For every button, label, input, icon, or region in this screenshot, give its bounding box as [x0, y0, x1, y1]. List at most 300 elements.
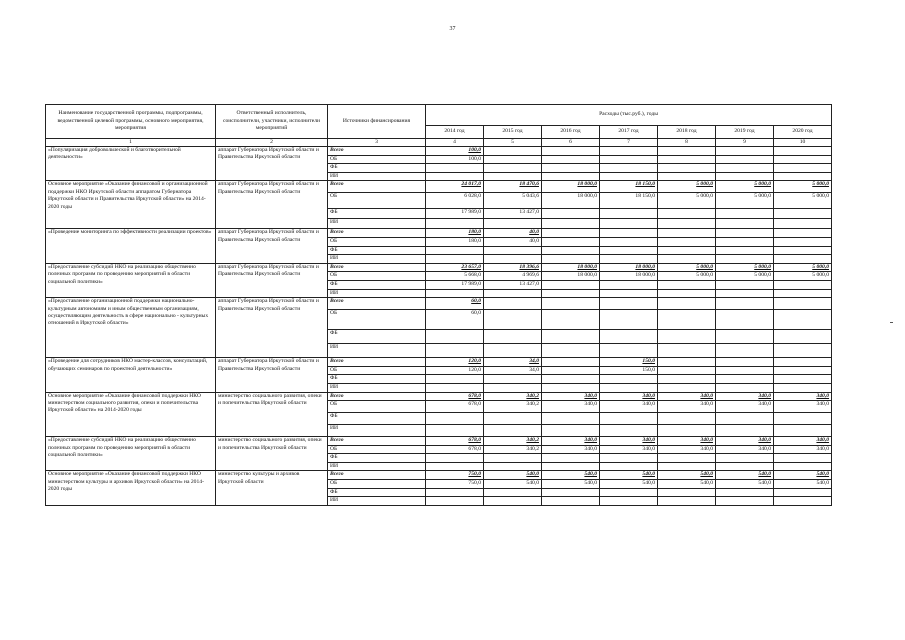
funding-source: ФБ: [328, 209, 426, 219]
amount-cell: 340,0: [774, 392, 832, 401]
amount-cell: 5 000,0: [716, 272, 774, 281]
amount-cell: 60,0: [426, 298, 484, 310]
amount-cell: [774, 280, 832, 289]
column-number: 10: [774, 139, 832, 147]
amount-cell: [658, 147, 716, 156]
amount-cell: [774, 383, 832, 392]
amount-cell: [716, 155, 774, 164]
amount-cell: 5 000,0: [774, 263, 832, 272]
amount-cell: 340,2: [484, 445, 542, 454]
amount-cell: 340,0: [774, 401, 832, 413]
amount-cell: 18 470,6: [484, 181, 542, 193]
responsible-executor: министерство социального развития, опеки и попечительства Иркутской области: [216, 392, 328, 437]
table-row: [46, 358, 832, 367]
amount-cell: 4 969,6: [484, 272, 542, 281]
amount-cell: [426, 454, 484, 463]
responsible-executor: аппарат Губернатора Иркутской области и Правительства Иркутской области: [216, 263, 328, 297]
amount-cell: 340,2: [484, 401, 542, 413]
amount-cell: 5 000,0: [658, 181, 716, 193]
amount-cell: [484, 246, 542, 255]
column-number: 1: [46, 139, 216, 147]
amount-cell: [774, 255, 832, 264]
amount-cell: [716, 289, 774, 298]
amount-cell: [484, 497, 542, 506]
amount-cell: [542, 289, 600, 298]
amount-cell: [658, 330, 716, 344]
table-row: [46, 437, 832, 446]
amount-cell: [542, 425, 600, 437]
amount-cell: 18 000,0: [542, 181, 600, 193]
table-row: [46, 392, 832, 401]
amount-cell: 18 150,0: [600, 181, 658, 193]
amount-cell: 540,0: [484, 480, 542, 489]
amount-cell: [542, 147, 600, 156]
amount-cell: [658, 462, 716, 471]
amount-cell: [426, 425, 484, 437]
amount-cell: 678,0: [426, 401, 484, 413]
amount-cell: 540,0: [716, 471, 774, 480]
amount-cell: [426, 413, 484, 425]
amount-cell: [774, 425, 832, 437]
amount-cell: [426, 497, 484, 506]
amount-cell: [716, 330, 774, 344]
amount-cell: [774, 289, 832, 298]
amount-cell: 18 000,0: [600, 263, 658, 272]
responsible-executor: министерство социального развития, опеки и попечительства Иркутской области: [216, 437, 328, 471]
funding-source: Всего: [328, 358, 426, 367]
funding-source: ОБ: [328, 237, 426, 246]
amount-cell: [716, 172, 774, 181]
amount-cell: [600, 330, 658, 344]
amount-cell: [600, 172, 658, 181]
amount-cell: [484, 255, 542, 264]
column-number: 4: [426, 139, 484, 147]
amount-cell: 5 000,0: [658, 263, 716, 272]
table-row: [46, 229, 832, 238]
amount-cell: 5 668,0: [426, 272, 484, 281]
amount-cell: [542, 413, 600, 425]
amount-cell: 340,0: [716, 437, 774, 446]
amount-cell: [716, 383, 774, 392]
amount-cell: [774, 310, 832, 330]
activity-name: «Проведение мониторинга по эффективности реализации проектов»: [46, 229, 216, 263]
amount-cell: [542, 209, 600, 219]
amount-cell: [658, 344, 716, 358]
table-row: [46, 181, 832, 193]
amount-cell: 13 427,0: [484, 280, 542, 289]
responsible-executor: аппарат Губернатора Иркутской области и Правительства Иркутской области: [216, 229, 328, 263]
amount-cell: [658, 366, 716, 375]
amount-cell: [774, 219, 832, 229]
amount-cell: [716, 413, 774, 425]
funding-source: ОБ: [328, 155, 426, 164]
funding-source: ОБ: [328, 366, 426, 375]
amount-cell: [774, 344, 832, 358]
amount-cell: [542, 497, 600, 506]
header-year: 2015 год: [484, 126, 542, 139]
header-expenses: Расходы (тыс.руб.), годы: [426, 105, 832, 126]
amount-cell: 5 000,0: [658, 272, 716, 281]
amount-cell: [658, 164, 716, 173]
amount-cell: [484, 425, 542, 437]
funding-source: Всего: [328, 392, 426, 401]
amount-cell: [600, 229, 658, 238]
funding-source: Всего: [328, 471, 426, 480]
funding-source: ИИ: [328, 383, 426, 392]
header-year: 2017 год: [600, 126, 658, 139]
amount-cell: [600, 425, 658, 437]
amount-cell: [600, 209, 658, 219]
amount-cell: 340,0: [658, 401, 716, 413]
amount-cell: 17 989,0: [426, 209, 484, 219]
amount-cell: [600, 454, 658, 463]
amount-cell: [484, 298, 542, 310]
amount-cell: [658, 454, 716, 463]
funding-source: ОБ: [328, 445, 426, 454]
column-number: 5: [484, 139, 542, 147]
amount-cell: [484, 344, 542, 358]
funding-source: ОБ: [328, 480, 426, 489]
header-year: 2020 год: [774, 126, 832, 139]
header-year: 2019 год: [716, 126, 774, 139]
amount-cell: [484, 462, 542, 471]
amount-cell: 540,0: [658, 471, 716, 480]
amount-cell: [542, 310, 600, 330]
amount-cell: [600, 383, 658, 392]
amount-cell: [600, 497, 658, 506]
funding-source: ФБ: [328, 164, 426, 173]
amount-cell: 340,0: [600, 437, 658, 446]
responsible-executor: аппарат Губернатора Иркутской области и Правительства Иркутской области: [216, 181, 328, 229]
amount-cell: [716, 358, 774, 367]
amount-cell: [600, 147, 658, 156]
amount-cell: [716, 488, 774, 497]
amount-cell: 18 000,0: [542, 272, 600, 281]
funding-source: ОБ: [328, 272, 426, 281]
funding-source: Всего: [328, 298, 426, 310]
amount-cell: 340,0: [542, 437, 600, 446]
amount-cell: [426, 462, 484, 471]
amount-cell: 540,0: [774, 480, 832, 489]
funding-source: ИИ: [328, 289, 426, 298]
amount-cell: [484, 454, 542, 463]
amount-cell: [426, 330, 484, 344]
amount-cell: [716, 229, 774, 238]
amount-cell: [426, 375, 484, 384]
amount-cell: [716, 219, 774, 229]
amount-cell: 340,0: [774, 437, 832, 446]
funding-source: ФБ: [328, 375, 426, 384]
amount-cell: [716, 366, 774, 375]
funding-source: ФБ: [328, 413, 426, 425]
amount-cell: [658, 497, 716, 506]
financing-table: [45, 104, 832, 506]
amount-cell: 5 000,0: [716, 263, 774, 272]
amount-cell: 120,0: [426, 366, 484, 375]
amount-cell: [600, 298, 658, 310]
amount-cell: [716, 255, 774, 264]
amount-cell: [542, 358, 600, 367]
amount-cell: [716, 280, 774, 289]
amount-cell: [600, 219, 658, 229]
amount-cell: [774, 172, 832, 181]
header-sources: Источники финансирования: [328, 105, 426, 139]
amount-cell: [484, 289, 542, 298]
margin-mark: [890, 322, 893, 323]
amount-cell: [484, 155, 542, 164]
amount-cell: [658, 229, 716, 238]
table-row: [46, 147, 832, 156]
amount-cell: 150,0: [600, 358, 658, 367]
amount-cell: [426, 488, 484, 497]
amount-cell: [716, 497, 774, 506]
funding-source: Всего: [328, 147, 426, 156]
amount-cell: [484, 172, 542, 181]
amount-cell: 40,0: [484, 237, 542, 246]
amount-cell: 34,0: [484, 358, 542, 367]
amount-cell: [600, 255, 658, 264]
header-name: Наименование государственной программы, подпрограммы, ведомственной целевой программы, основного мероприятия, мероприятия: [46, 105, 216, 139]
amount-cell: [774, 462, 832, 471]
funding-source: ОБ: [328, 401, 426, 413]
amount-cell: 340,0: [774, 445, 832, 454]
amount-cell: [658, 358, 716, 367]
amount-cell: [542, 155, 600, 164]
amount-cell: [658, 413, 716, 425]
amount-cell: 540,0: [658, 480, 716, 489]
funding-source: ИИ: [328, 255, 426, 264]
amount-cell: [542, 298, 600, 310]
amount-cell: [658, 280, 716, 289]
amount-cell: 18 000,0: [542, 193, 600, 209]
amount-cell: 23 657,0: [426, 263, 484, 272]
amount-cell: 100,0: [426, 147, 484, 156]
amount-cell: [542, 255, 600, 264]
amount-cell: [542, 375, 600, 384]
amount-cell: 180,0: [426, 229, 484, 238]
amount-cell: 540,0: [774, 471, 832, 480]
amount-cell: [426, 289, 484, 298]
amount-cell: [542, 383, 600, 392]
amount-cell: [774, 164, 832, 173]
amount-cell: [426, 164, 484, 173]
amount-cell: 100,0: [426, 155, 484, 164]
amount-cell: [484, 413, 542, 425]
amount-cell: [542, 219, 600, 229]
amount-cell: 5 043,6: [484, 193, 542, 209]
amount-cell: [542, 164, 600, 173]
amount-cell: [658, 488, 716, 497]
amount-cell: [542, 488, 600, 497]
amount-cell: [426, 383, 484, 392]
amount-cell: [774, 488, 832, 497]
amount-cell: 340,2: [484, 437, 542, 446]
amount-cell: 13 427,0: [484, 209, 542, 219]
amount-cell: [774, 237, 832, 246]
amount-cell: [774, 358, 832, 367]
activity-name: «Проведение для сотрудников НКО мастер-классов, консультаций, обучающих семинаров по проектной деятельности»: [46, 358, 216, 392]
funding-source: ФБ: [328, 280, 426, 289]
amount-cell: 6 028,0: [426, 193, 484, 209]
amount-cell: [600, 310, 658, 330]
amount-cell: 540,0: [542, 471, 600, 480]
activity-name: «Популяризация добровольческой и благотворительной деятельности»: [46, 147, 216, 181]
column-number: 3: [328, 139, 426, 147]
table-row: [46, 263, 832, 272]
funding-source: ИИ: [328, 172, 426, 181]
amount-cell: [716, 209, 774, 219]
column-number: 7: [600, 139, 658, 147]
amount-cell: [542, 344, 600, 358]
funding-source: ФБ: [328, 454, 426, 463]
amount-cell: [658, 375, 716, 384]
amount-cell: [774, 366, 832, 375]
amount-cell: [542, 246, 600, 255]
amount-cell: [716, 344, 774, 358]
amount-cell: [716, 454, 774, 463]
funding-source: ИИ: [328, 497, 426, 506]
amount-cell: [484, 219, 542, 229]
amount-cell: [600, 155, 658, 164]
page-number: 37: [449, 26, 456, 32]
amount-cell: [426, 344, 484, 358]
amount-cell: [600, 237, 658, 246]
amount-cell: [658, 298, 716, 310]
header-responsible: Ответственный исполнитель, соисполнители, участники, исполнители мероприятий: [216, 105, 328, 139]
amount-cell: [658, 289, 716, 298]
amount-cell: [774, 413, 832, 425]
column-number: 9: [716, 139, 774, 147]
amount-cell: 340,0: [542, 445, 600, 454]
header-year: 2014 год: [426, 126, 484, 139]
amount-cell: [484, 164, 542, 173]
amount-cell: [774, 375, 832, 384]
amount-cell: [658, 172, 716, 181]
amount-cell: [716, 462, 774, 471]
activity-name: «Предоставление организационной поддержки национально-культурным автономиям и иным общественным организациям, осуществляющим деятельность в сфере национально - культурных отношений в Иркутской области»: [46, 298, 216, 358]
amount-cell: [542, 172, 600, 181]
amount-cell: [658, 155, 716, 164]
table-row: [46, 298, 832, 310]
amount-cell: 340,0: [716, 392, 774, 401]
funding-source: ИИ: [328, 344, 426, 358]
amount-cell: 340,0: [600, 392, 658, 401]
funding-source: ИИ: [328, 219, 426, 229]
amount-cell: 340,0: [600, 401, 658, 413]
amount-cell: [658, 255, 716, 264]
amount-cell: [484, 488, 542, 497]
funding-source: Всего: [328, 263, 426, 272]
amount-cell: 540,0: [484, 471, 542, 480]
amount-cell: [600, 375, 658, 384]
amount-cell: 5 000,0: [716, 181, 774, 193]
header-year: 2018 год: [658, 126, 716, 139]
amount-cell: 17 989,0: [426, 280, 484, 289]
amount-cell: 24 017,0: [426, 181, 484, 193]
amount-cell: [774, 155, 832, 164]
funding-source: ИИ: [328, 425, 426, 437]
amount-cell: 540,0: [600, 480, 658, 489]
amount-cell: 150,0: [600, 366, 658, 375]
amount-cell: 340,0: [716, 445, 774, 454]
amount-cell: [600, 413, 658, 425]
activity-name: «Предоставление субсидий НКО на реализацию общественно полезных программ по проведению мероприятий в области социальной политики»: [46, 437, 216, 471]
amount-cell: 340,0: [542, 392, 600, 401]
amount-cell: 340,0: [658, 392, 716, 401]
amount-cell: [600, 280, 658, 289]
amount-cell: [658, 209, 716, 219]
amount-cell: 750,0: [426, 471, 484, 480]
amount-cell: [658, 425, 716, 437]
activity-name: Основное мероприятие «Оказание финансовой и организационной поддержки НКО Иркутской области аппаратом Губернатора Иркутской области и Правительства Иркутской области» на 2014-2020 годы: [46, 181, 216, 229]
amount-cell: [484, 383, 542, 392]
amount-cell: [658, 310, 716, 330]
amount-cell: 540,0: [542, 480, 600, 489]
amount-cell: 5 000,0: [774, 193, 832, 209]
amount-cell: [716, 246, 774, 255]
amount-cell: [600, 462, 658, 471]
amount-cell: 40,0: [484, 229, 542, 238]
amount-cell: 340,0: [542, 401, 600, 413]
amount-cell: [542, 462, 600, 471]
amount-cell: [542, 454, 600, 463]
amount-cell: [716, 375, 774, 384]
amount-cell: [716, 310, 774, 330]
amount-cell: [716, 298, 774, 310]
amount-cell: [716, 164, 774, 173]
amount-cell: [542, 330, 600, 344]
amount-cell: 5 000,0: [716, 193, 774, 209]
amount-cell: 18 000,0: [600, 272, 658, 281]
amount-cell: [426, 246, 484, 255]
amount-cell: 340,2: [484, 392, 542, 401]
funding-source: Всего: [328, 181, 426, 193]
amount-cell: [426, 219, 484, 229]
amount-cell: 678,0: [426, 445, 484, 454]
amount-cell: [484, 310, 542, 330]
amount-cell: 750,0: [426, 480, 484, 489]
amount-cell: 5 000,0: [774, 272, 832, 281]
amount-cell: [658, 246, 716, 255]
amount-cell: [542, 229, 600, 238]
column-number: 2: [216, 139, 328, 147]
amount-cell: [658, 237, 716, 246]
amount-cell: 5 000,0: [658, 193, 716, 209]
amount-cell: [716, 147, 774, 156]
amount-cell: [600, 246, 658, 255]
amount-cell: [774, 209, 832, 219]
amount-cell: [426, 255, 484, 264]
amount-cell: 340,0: [716, 401, 774, 413]
funding-source: ФБ: [328, 246, 426, 255]
funding-source: ОБ: [328, 193, 426, 209]
responsible-executor: аппарат Губернатора Иркутской области и Правительства Иркутской области: [216, 147, 328, 181]
amount-cell: [600, 289, 658, 298]
amount-cell: 678,0: [426, 392, 484, 401]
amount-cell: [658, 219, 716, 229]
amount-cell: [484, 147, 542, 156]
table-row: [46, 471, 832, 480]
responsible-executor: аппарат Губернатора Иркутской области и Правительства Иркутской области: [216, 298, 328, 358]
funding-source: ОБ: [328, 310, 426, 330]
amount-cell: [774, 147, 832, 156]
amount-cell: 18 000,0: [542, 263, 600, 272]
amount-cell: [600, 164, 658, 173]
amount-cell: [774, 229, 832, 238]
funding-source: ИИ: [328, 462, 426, 471]
amount-cell: 340,0: [658, 437, 716, 446]
responsible-executor: министерство культуры и архивов Иркутской области: [216, 471, 328, 505]
